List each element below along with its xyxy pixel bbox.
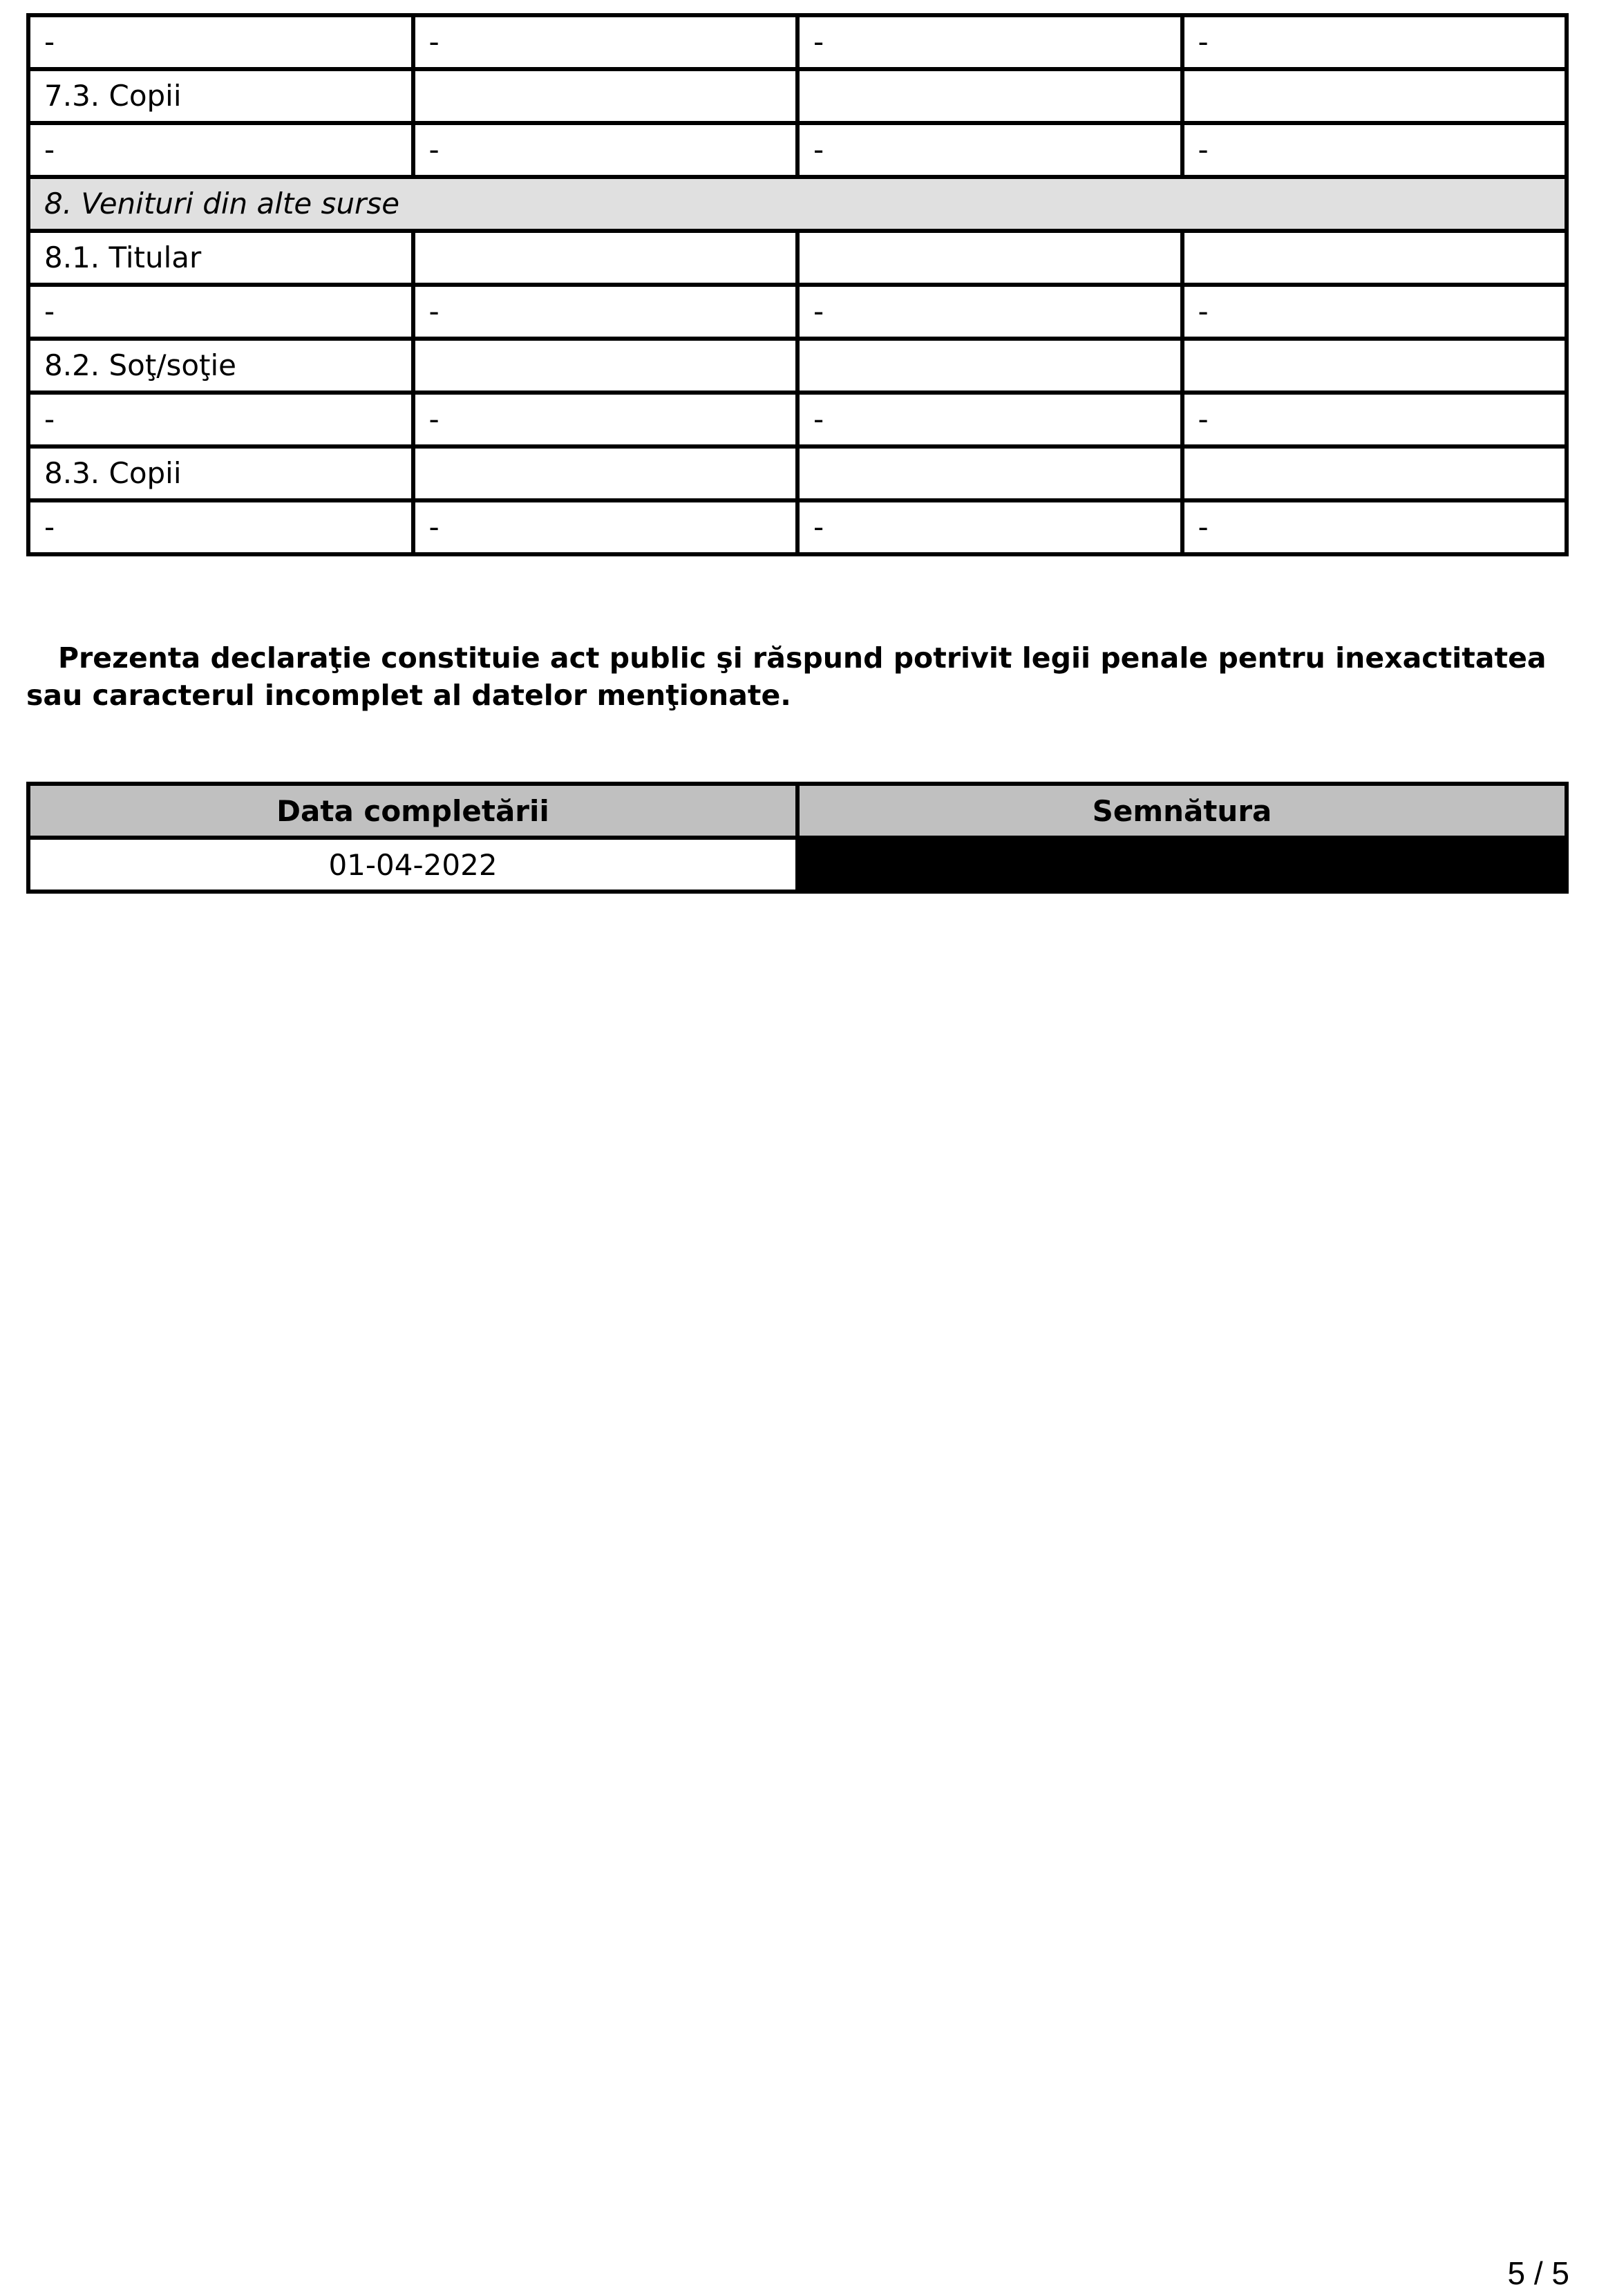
table-cell: -: [413, 393, 798, 446]
row-label-cell: 8.2. Soţ/soţie: [28, 339, 413, 393]
table-cell: -: [28, 15, 413, 69]
table-cell: [1182, 69, 1567, 123]
table-cell: -: [413, 123, 798, 177]
table-cell: [1182, 446, 1567, 500]
table-cell: -: [1182, 393, 1567, 446]
table-row: [28, 285, 1567, 339]
table-cell: -: [1182, 500, 1567, 554]
table-cell: [413, 69, 798, 123]
table-cell: -: [797, 15, 1182, 69]
row-label-cell: 7.3. Copii: [28, 69, 413, 123]
table-cell: [1182, 339, 1567, 393]
signature-header: Semnătura: [797, 784, 1567, 838]
table-cell: -: [1182, 123, 1567, 177]
table-cell: -: [797, 393, 1182, 446]
table-cell: [413, 231, 798, 285]
table-row: [28, 500, 1567, 554]
row-label-cell: 8.1. Titular: [28, 231, 413, 285]
section-title: 8. Venituri din alte surse: [28, 177, 1567, 231]
table-cell: -: [797, 285, 1182, 339]
table-cell: [797, 69, 1182, 123]
table-row: [28, 339, 1567, 393]
date-header: Data completării: [28, 784, 797, 838]
table-cell: -: [28, 393, 413, 446]
table-cell: [413, 339, 798, 393]
signature-value-row: [28, 838, 1567, 892]
table-row: [28, 69, 1567, 123]
table-cell: -: [797, 123, 1182, 177]
table-row: [28, 231, 1567, 285]
table-cell: [413, 446, 798, 500]
table-cell: -: [413, 500, 798, 554]
table-cell: [797, 231, 1182, 285]
signature-header-row: [28, 784, 1567, 838]
table-row: [28, 446, 1567, 500]
row-label-cell: 8.3. Copii: [28, 446, 413, 500]
completion-date: 01-04-2022: [28, 838, 797, 892]
table-row: [28, 393, 1567, 446]
table-cell: -: [1182, 285, 1567, 339]
table-row: [28, 123, 1567, 177]
table-cell: -: [413, 15, 798, 69]
table-cell: -: [28, 500, 413, 554]
table-row: [28, 15, 1567, 69]
section-row: [28, 177, 1567, 231]
income-table: [26, 13, 1569, 556]
page-number: 5 / 5: [1507, 2255, 1569, 2291]
signature-table: [26, 782, 1569, 894]
table-cell: -: [28, 285, 413, 339]
table-cell: [1182, 231, 1567, 285]
table-cell: [797, 446, 1182, 500]
table-cell: -: [413, 285, 798, 339]
table-cell: -: [1182, 15, 1567, 69]
table-cell: -: [797, 500, 1182, 554]
table-cell: -: [28, 123, 413, 177]
declaration-statement: Prezenta declaraţie constituie act public şi răspund potrivit legii penale pentru inexactitatea sau caracterul incomplet al datelor menţionate.: [26, 641, 1547, 712]
table-cell: [797, 339, 1182, 393]
redacted-signature: [797, 838, 1567, 892]
